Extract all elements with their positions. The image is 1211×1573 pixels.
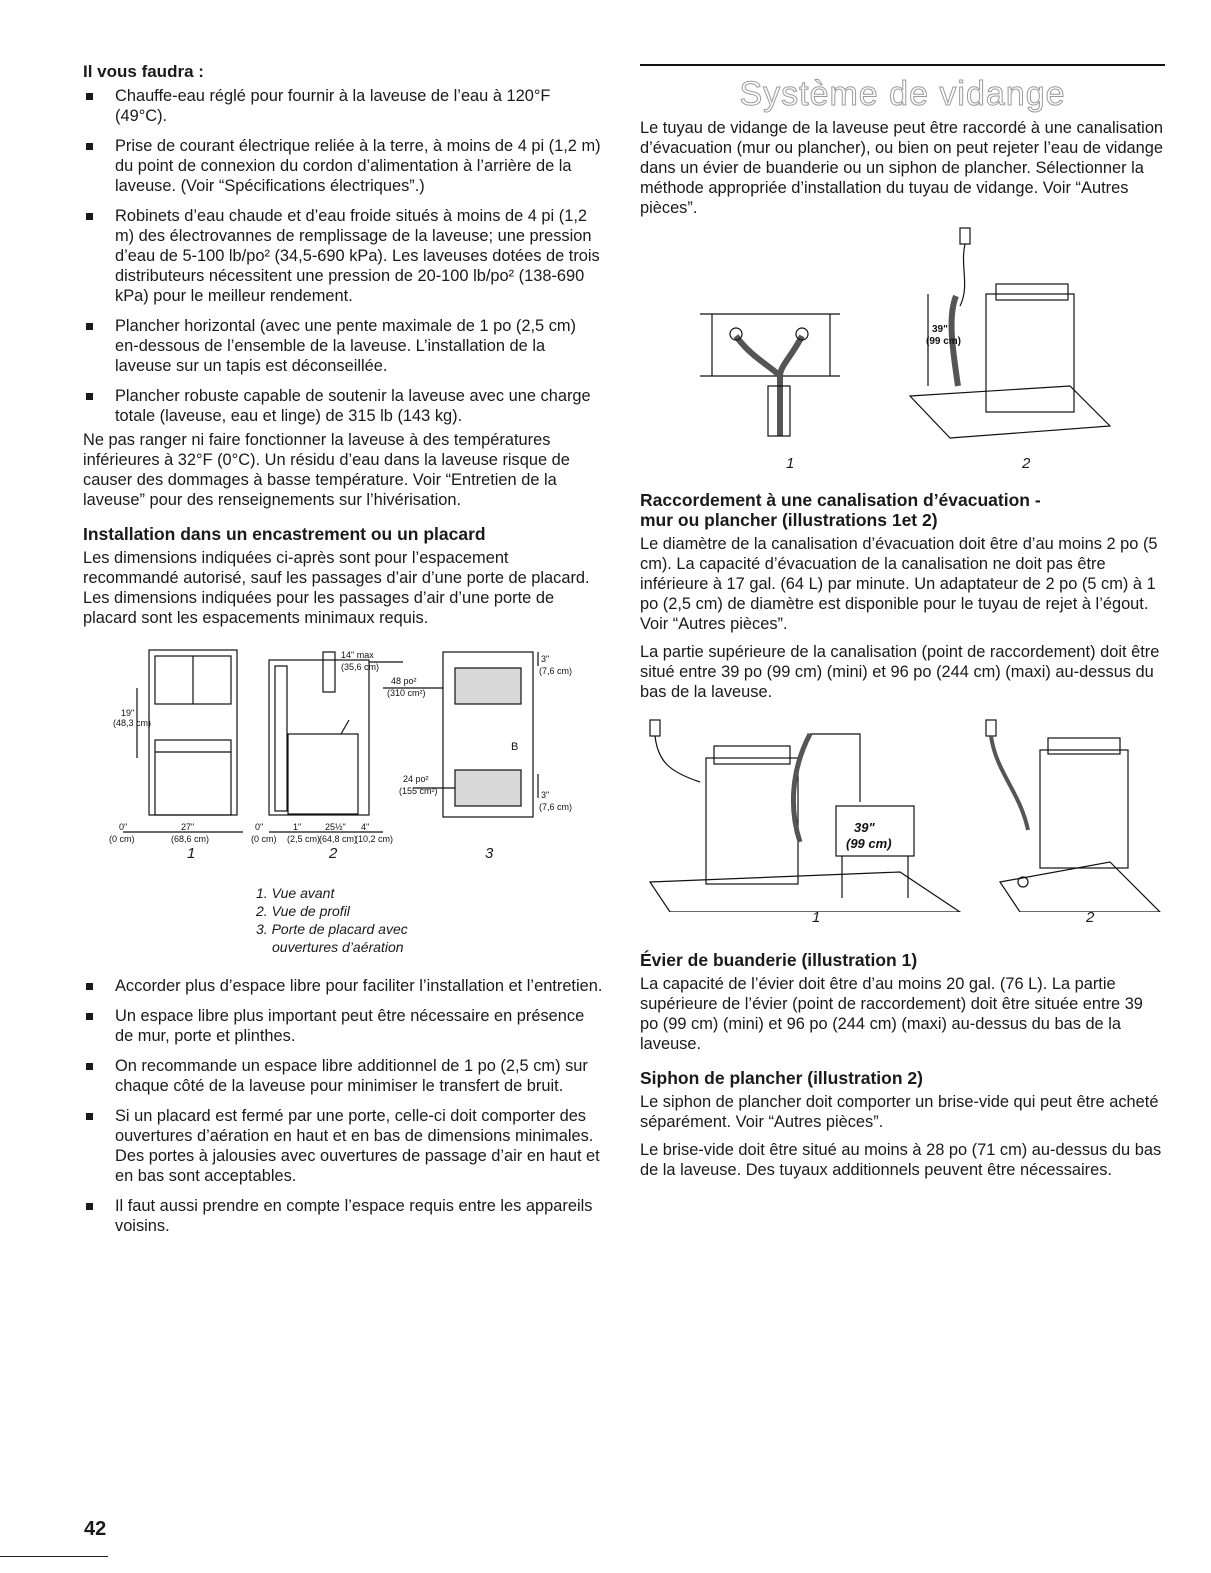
requirements-list bbox=[83, 86, 603, 426]
closet-paragraph: Les dimensions indiquées ci-après sont pour l’espacement recommandé autorisé, sauf les passages d’air d’une porte de placard. Les dimensions indiquées pour les passages d’air d’une porte de placard sont les espacements minimaux requis. bbox=[83, 549, 590, 627]
closet-list bbox=[83, 976, 603, 1236]
dim-front-width-cm: (68,6 cm) bbox=[171, 834, 210, 844]
sink-paragraph: La capacité de l’évier doit être d’au moins 20 gal. (76 L). La partie supérieure de l’évier (point de raccordement) doit être située entre 39 po (99 cm) (mini) et 96 po (244 cm) (maxi) au-dessus du bas de la laveuse. bbox=[640, 975, 1143, 1053]
list-item: Accorder plus d’espace libre pour faciliter l’installation et l’entretien. bbox=[83, 976, 603, 996]
list-item: Prise de courant électrique reliée à la terre, à moins de 4 pi (1,2 m) du point de connexion du cordon d’alimentation à l’arrière de la laveuse. (Voir “Spécifications électriques”.) bbox=[83, 136, 603, 196]
list-item: Plancher horizontal (avec une pente maximale de 1 po (2,5 cm) en-dessous de l’ensemble de la laveuse. L’installation de la laveuse sur un tapis est déconseillée. bbox=[83, 316, 603, 376]
closet-figure bbox=[83, 648, 603, 884]
dim-front-height-cm: (48,3 cm) bbox=[113, 718, 152, 728]
bullet-icon bbox=[86, 213, 93, 220]
sink-heading: Évier de buanderie (illustration 1) bbox=[640, 950, 918, 970]
temperature-paragraph: Ne pas ranger ni faire fonctionner la laveuse à des températures inférieures à 32°F (0°C). Un résidu d’eau dans la laveuse risque de causer des dommages à basse température. Voir “Entretien de la laveuse” pour des renseignements sur l’hivérisation. bbox=[83, 431, 570, 509]
list-item: On recommande un espace libre additionnel de 1 po (2,5 cm) sur chaque côté de la laveuse pour minimiser le transfert de bruit. bbox=[83, 1056, 603, 1096]
floor-drain-paragraph-2: Le brise-vide doit être situé au moins à 28 po (71 cm) au-dessus du bas de la laveuse. Des tuyaux additionnels peuvent être nécessaires. bbox=[640, 1141, 1162, 1179]
door-letter: B bbox=[511, 741, 519, 753]
dim-side-top: 14" max bbox=[341, 650, 374, 660]
standpipe-paragraph-2: La partie supérieure de la canalisation (point de raccordement) doit être situé entre 39 po (99 cm) (mini) et 96 po (244 cm) (maxi) au-dessus du bas de la laveuse. bbox=[640, 643, 1160, 701]
right-column bbox=[640, 64, 1165, 1188]
sink-drain-figure bbox=[640, 712, 1165, 936]
footer-rule bbox=[0, 1556, 108, 1557]
list-item: Plancher robuste capable de soutenir la laveuse avec une charge totale (laveuse, eau et linge) de 315 lb (143 kg). bbox=[83, 386, 603, 426]
dim-front-height: 19" bbox=[121, 708, 135, 718]
section-title: Système de vidange bbox=[739, 75, 1066, 113]
dim-door-top-gap: 3" bbox=[541, 654, 550, 664]
list-item: Si un placard est fermé par une porte, celle-ci doit comporter des ouvertures d’aération en haut et en bas de dimensions minimales. Des portes à jalousies avec ouvertures de passage d’air en haut et en bas sont acceptables. bbox=[83, 1106, 603, 1186]
figure-number: 1 bbox=[187, 845, 196, 862]
figure-number: 1 bbox=[812, 909, 821, 926]
list-item: Il faut aussi prendre en compte l’espace requis entre les appareils voisins. bbox=[83, 1196, 603, 1236]
dim-front-width: 27" bbox=[181, 822, 195, 832]
drain-intro: Le tuyau de vidange de la laveuse peut être raccordé à une canalisation d’évacuation (mur ou plancher), ou bien on peut rejeter l’eau de vidange dans un évier de buanderie ou un siphon de plancher. Sélectionner la méthode appropriée d’installation du tuyau de vidange. Voir “Autres pièces”. bbox=[640, 119, 1164, 217]
dim-door-top-vent: 48 po² bbox=[391, 676, 417, 686]
dim-side-four: 4" bbox=[361, 822, 370, 832]
dim-side-one: 1" bbox=[293, 822, 302, 832]
left-column bbox=[83, 62, 603, 1246]
dim-door-bottom-vent: 24 po² bbox=[403, 774, 429, 784]
standpipe-heading: Raccordement à une canalisation d’évacuation - mur ou plancher (illustrations 1et 2) bbox=[640, 490, 1041, 530]
list-item: Robinets d’eau chaude et d’eau froide situés à moins de 4 pi (1,2 m) des électrovannes de remplissage de la laveuse; une pression d’eau de 5-100 lb/po² (34,5-690 kPa). Les laveuses dotées de trois distributeurs nécessitent une pression de 20-100 lb/po² (138-690 kPa) pour le meilleur rendement. bbox=[83, 206, 603, 306]
bullet-icon bbox=[86, 1113, 93, 1120]
dim-door-bottom-gap-cm: (7,6 cm) bbox=[539, 802, 573, 812]
figure-number: 3 bbox=[485, 845, 494, 862]
dim-side-top-cm: (35,6 cm) bbox=[341, 662, 380, 672]
bullet-icon bbox=[86, 323, 93, 330]
closet-diagram bbox=[83, 648, 603, 858]
list-item: Chauffe-eau réglé pour fournir à la laveuse de l’eau à 120°F (49°C). bbox=[83, 86, 603, 126]
dim-door-top-gap-cm: (7,6 cm) bbox=[539, 666, 573, 676]
closet-heading: Installation dans un encastrement ou un placard bbox=[83, 524, 486, 544]
bullet-icon bbox=[86, 1203, 93, 1210]
bullet-icon bbox=[86, 143, 93, 150]
section-divider bbox=[640, 64, 1165, 66]
figure-number: 2 bbox=[1022, 455, 1031, 472]
dim-door-bottom-gap: 3" bbox=[541, 790, 550, 800]
closet-figure-caption: 1. Vue avant 2. Vue de profil 3. Porte de placard avec ouvertures d’aération bbox=[256, 885, 408, 955]
standpipe-height: 39" bbox=[932, 324, 948, 335]
dim-side-one-cm: (2,5 cm) bbox=[287, 834, 321, 844]
sink-height-cm: (99 cm) bbox=[846, 836, 892, 851]
sink-height: 39" bbox=[854, 820, 875, 835]
dim-front-zero: 0" bbox=[119, 822, 128, 832]
standpipe-diagram bbox=[640, 226, 1165, 458]
dim-front-zero-cm: (0 cm) bbox=[109, 834, 135, 844]
bullet-icon bbox=[86, 983, 93, 990]
list-item: Un espace libre plus important peut être nécessaire en présence de mur, porte et plinthes. bbox=[83, 1006, 603, 1046]
page-number: 42 bbox=[84, 1518, 107, 1540]
dim-side-depth-cm: (64,8 cm) bbox=[319, 834, 358, 844]
requirements-heading: Il vous faudra : bbox=[83, 62, 204, 81]
dim-side-zero: 0" bbox=[255, 822, 264, 832]
floor-drain-paragraph-1: Le siphon de plancher doit comporter un brise-vide qui peut être acheté séparément. Voir “Autres pièces”. bbox=[640, 1093, 1159, 1131]
bullet-icon bbox=[86, 93, 93, 100]
bullet-icon bbox=[86, 1063, 93, 1070]
figure-number: 2 bbox=[1086, 909, 1095, 926]
bullet-icon bbox=[86, 393, 93, 400]
figure-number: 1 bbox=[786, 455, 795, 472]
dim-door-top-vent-cm: (310 cm²) bbox=[387, 688, 426, 698]
figure-number: 2 bbox=[329, 845, 338, 862]
dim-side-four-cm: (10,2 cm) bbox=[355, 834, 394, 844]
standpipe-height-cm: (99 cm) bbox=[926, 336, 962, 347]
dim-door-bottom-vent-cm: (155 cm²) bbox=[399, 786, 438, 796]
bullet-icon bbox=[86, 1013, 93, 1020]
floor-drain-heading: Siphon de plancher (illustration 2) bbox=[640, 1068, 923, 1088]
sink-drain-diagram bbox=[640, 712, 1165, 912]
dim-side-depth: 25½" bbox=[325, 822, 346, 832]
dim-side-zero-cm: (0 cm) bbox=[251, 834, 277, 844]
standpipe-figure bbox=[640, 226, 1165, 478]
standpipe-paragraph-1: Le diamètre de la canalisation d’évacuation doit être d’au moins 2 po (5 cm). La capacité d’évacuation de la canalisation ne doit pas être inférieure à 17 gal. (64 L) par minute. Un adaptateur de 2 po (5 cm) à 1 po (2,5 cm) de diamètre est disponible pour le tuyau de rejet à l’égout. Voir “Autres pièces”. bbox=[640, 535, 1158, 633]
